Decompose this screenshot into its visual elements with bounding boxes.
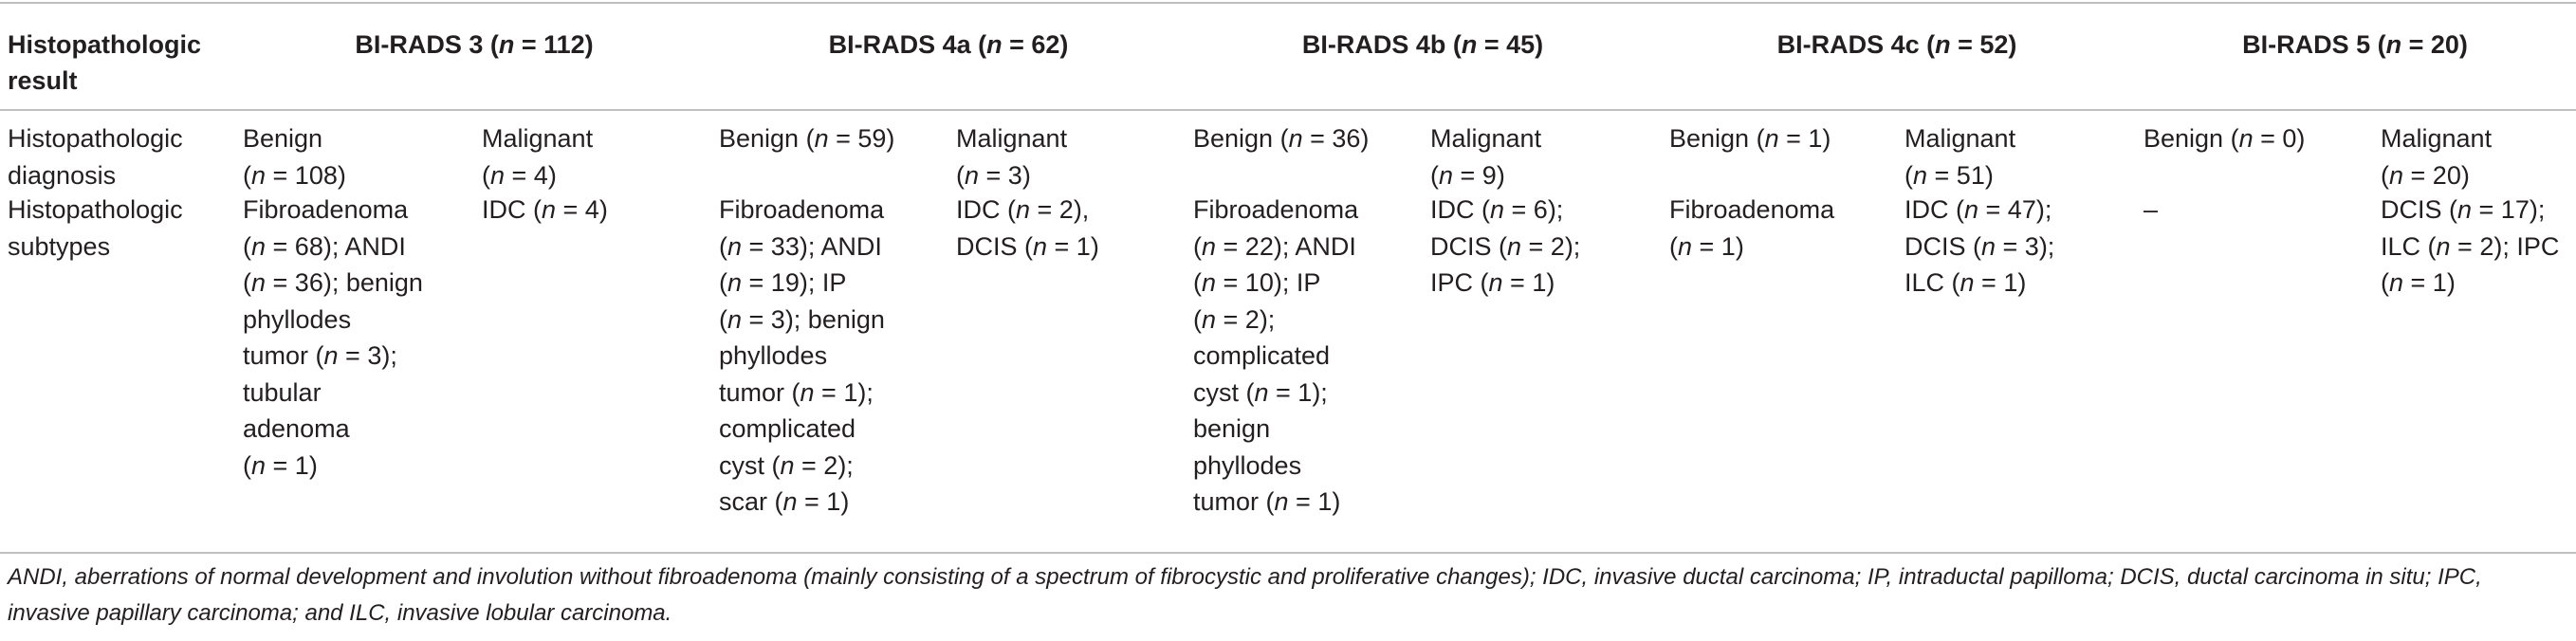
cell-line: IDC (n = 2),: [956, 195, 1090, 224]
cell-line: ILC (n = 2); IPC: [2381, 231, 2560, 261]
row-label: [8, 192, 183, 265]
cell-line: (n = 1): [1669, 231, 1744, 261]
cell-line: IDC (n = 47);: [1904, 195, 2052, 224]
cell-line: (n = 20): [2381, 160, 2470, 190]
cell-line: (n = 51): [1904, 160, 1994, 190]
cell-line: complicated: [719, 414, 856, 443]
cell-line: phyllodes: [243, 304, 352, 334]
cell-line: phyllodes: [1193, 450, 1302, 480]
cell-line: IDC (n = 4): [482, 195, 608, 224]
cell-line: tumor (n = 1): [1193, 487, 1341, 516]
cell-line: tumor (n = 1);: [719, 377, 874, 407]
cell-line: Benign (n = 0): [2144, 124, 2306, 153]
cell-line: (n = 3); benign: [719, 304, 885, 334]
header-birads-3: BI-RADS 3 (n = 112): [355, 30, 594, 59]
cell-line: Fibroadenoma: [1193, 195, 1359, 224]
row-label: [8, 120, 183, 193]
cell-line: (n = 3): [956, 160, 1031, 190]
cell-line: Histopathologic: [8, 124, 183, 153]
cell-line: tubular: [243, 377, 322, 407]
cell-line: (n = 2);: [1193, 304, 1276, 334]
cell-line: ILC (n = 1): [1904, 268, 2027, 297]
cell-line: DCIS (n = 17);: [2381, 195, 2546, 224]
cell-line: (n = 36); benign: [243, 268, 423, 297]
cell-line: diagnosis: [8, 160, 117, 190]
cell-line: Fibroadenoma: [243, 195, 409, 224]
cell-line: Malignant: [482, 124, 594, 153]
table-cell: [482, 120, 593, 193]
table-cell: [1193, 120, 1369, 157]
table-top-rule: [0, 2, 2576, 4]
cell-line: Benign (n = 1): [1669, 124, 1831, 153]
cell-line: (n = 68); ANDI: [243, 231, 406, 261]
cell-line: cyst (n = 2);: [719, 450, 854, 480]
header-birads-5: BI-RADS 5 (n = 20): [2242, 30, 2468, 59]
cell-line: (n = 1): [2381, 268, 2456, 297]
cell-line: IPC (n = 1): [1430, 268, 1555, 297]
cell-line: DCIS (n = 1): [956, 231, 1099, 261]
cell-line: (n = 108): [243, 160, 346, 190]
cell-line: adenoma: [243, 414, 350, 443]
cell-line: –: [2144, 195, 2159, 224]
table-cell: [1669, 120, 1831, 157]
cell-line: DCIS (n = 2);: [1430, 231, 1581, 261]
table-bottom-rule: [0, 552, 2576, 554]
cell-line: complicated: [1193, 341, 1331, 370]
cell-line: Fibroadenoma: [719, 195, 885, 224]
table-cell: [243, 192, 423, 484]
table-cell: [2144, 192, 2158, 229]
cell-line: (n = 22); ANDI: [1193, 231, 1356, 261]
cell-line: (n = 33); ANDI: [719, 231, 882, 261]
header-divider-rule: [0, 109, 2576, 111]
cell-line: (n = 1): [243, 450, 318, 480]
table-cell: [956, 120, 1067, 193]
cell-line: DCIS (n = 3);: [1904, 231, 2055, 261]
header-birads-4c: BI-RADS 4c (n = 52): [1776, 30, 2017, 59]
cell-line: Malignant: [1430, 124, 1542, 153]
cell-line: Histopathologic: [8, 195, 183, 224]
cell-line: scar (n = 1): [719, 487, 850, 516]
table-cell: [2381, 120, 2492, 193]
table-cell: [719, 120, 894, 157]
table-cell: [1193, 192, 1358, 521]
cell-line: (n = 10); IP: [1193, 268, 1321, 297]
header-histopathologic-result: Histopathologic result: [8, 30, 201, 95]
table-cell: [2381, 192, 2559, 302]
table-cell: [243, 120, 346, 193]
table-footnote: ANDI, aberrations of normal development and involution without fibroadenoma (mainly consisting of a spectrum of fibrocystic and proliferative changes); IDC, invasive ductal carcinoma; IP, intraductal papilloma; DCIS, ductal carcinoma in situ; IPC, invasive papillary carcinoma; and ILC, invasive lobular carcinoma.: [8, 564, 2482, 626]
cell-line: (n = 4): [482, 160, 557, 190]
table-cell: [482, 192, 608, 229]
cell-line: benign: [1193, 414, 1271, 443]
cell-line: (n = 19); IP: [719, 268, 847, 297]
cell-line: tumor (n = 3);: [243, 341, 397, 370]
table-cell: [1904, 192, 2054, 302]
table-cell: [2144, 120, 2305, 157]
table-cell: [956, 192, 1099, 265]
cell-line: Benign (n = 59): [719, 124, 895, 153]
table-cell: [1669, 192, 1834, 265]
table-cell: [719, 192, 885, 521]
cell-line: Benign: [243, 124, 323, 153]
cell-line: (n = 9): [1430, 160, 1505, 190]
cell-line: Malignant: [956, 124, 1068, 153]
cell-line: phyllodes: [719, 341, 828, 370]
header-birads-4b: BI-RADS 4b (n = 45): [1301, 30, 1544, 59]
table-cell: [1430, 120, 1541, 193]
table-cell: [1430, 192, 1580, 302]
header-birads-4a: BI-RADS 4a (n = 62): [828, 30, 1069, 59]
cell-line: cyst (n = 1);: [1193, 377, 1328, 407]
table-cell: [1904, 120, 2015, 193]
cell-line: Benign (n = 36): [1193, 124, 1370, 153]
cell-line: IDC (n = 6);: [1430, 195, 1564, 224]
cell-line: Malignant: [1904, 124, 2016, 153]
cell-line: Fibroadenoma: [1669, 195, 1835, 224]
cell-line: Malignant: [2381, 124, 2493, 153]
cell-line: subtypes: [8, 231, 111, 261]
